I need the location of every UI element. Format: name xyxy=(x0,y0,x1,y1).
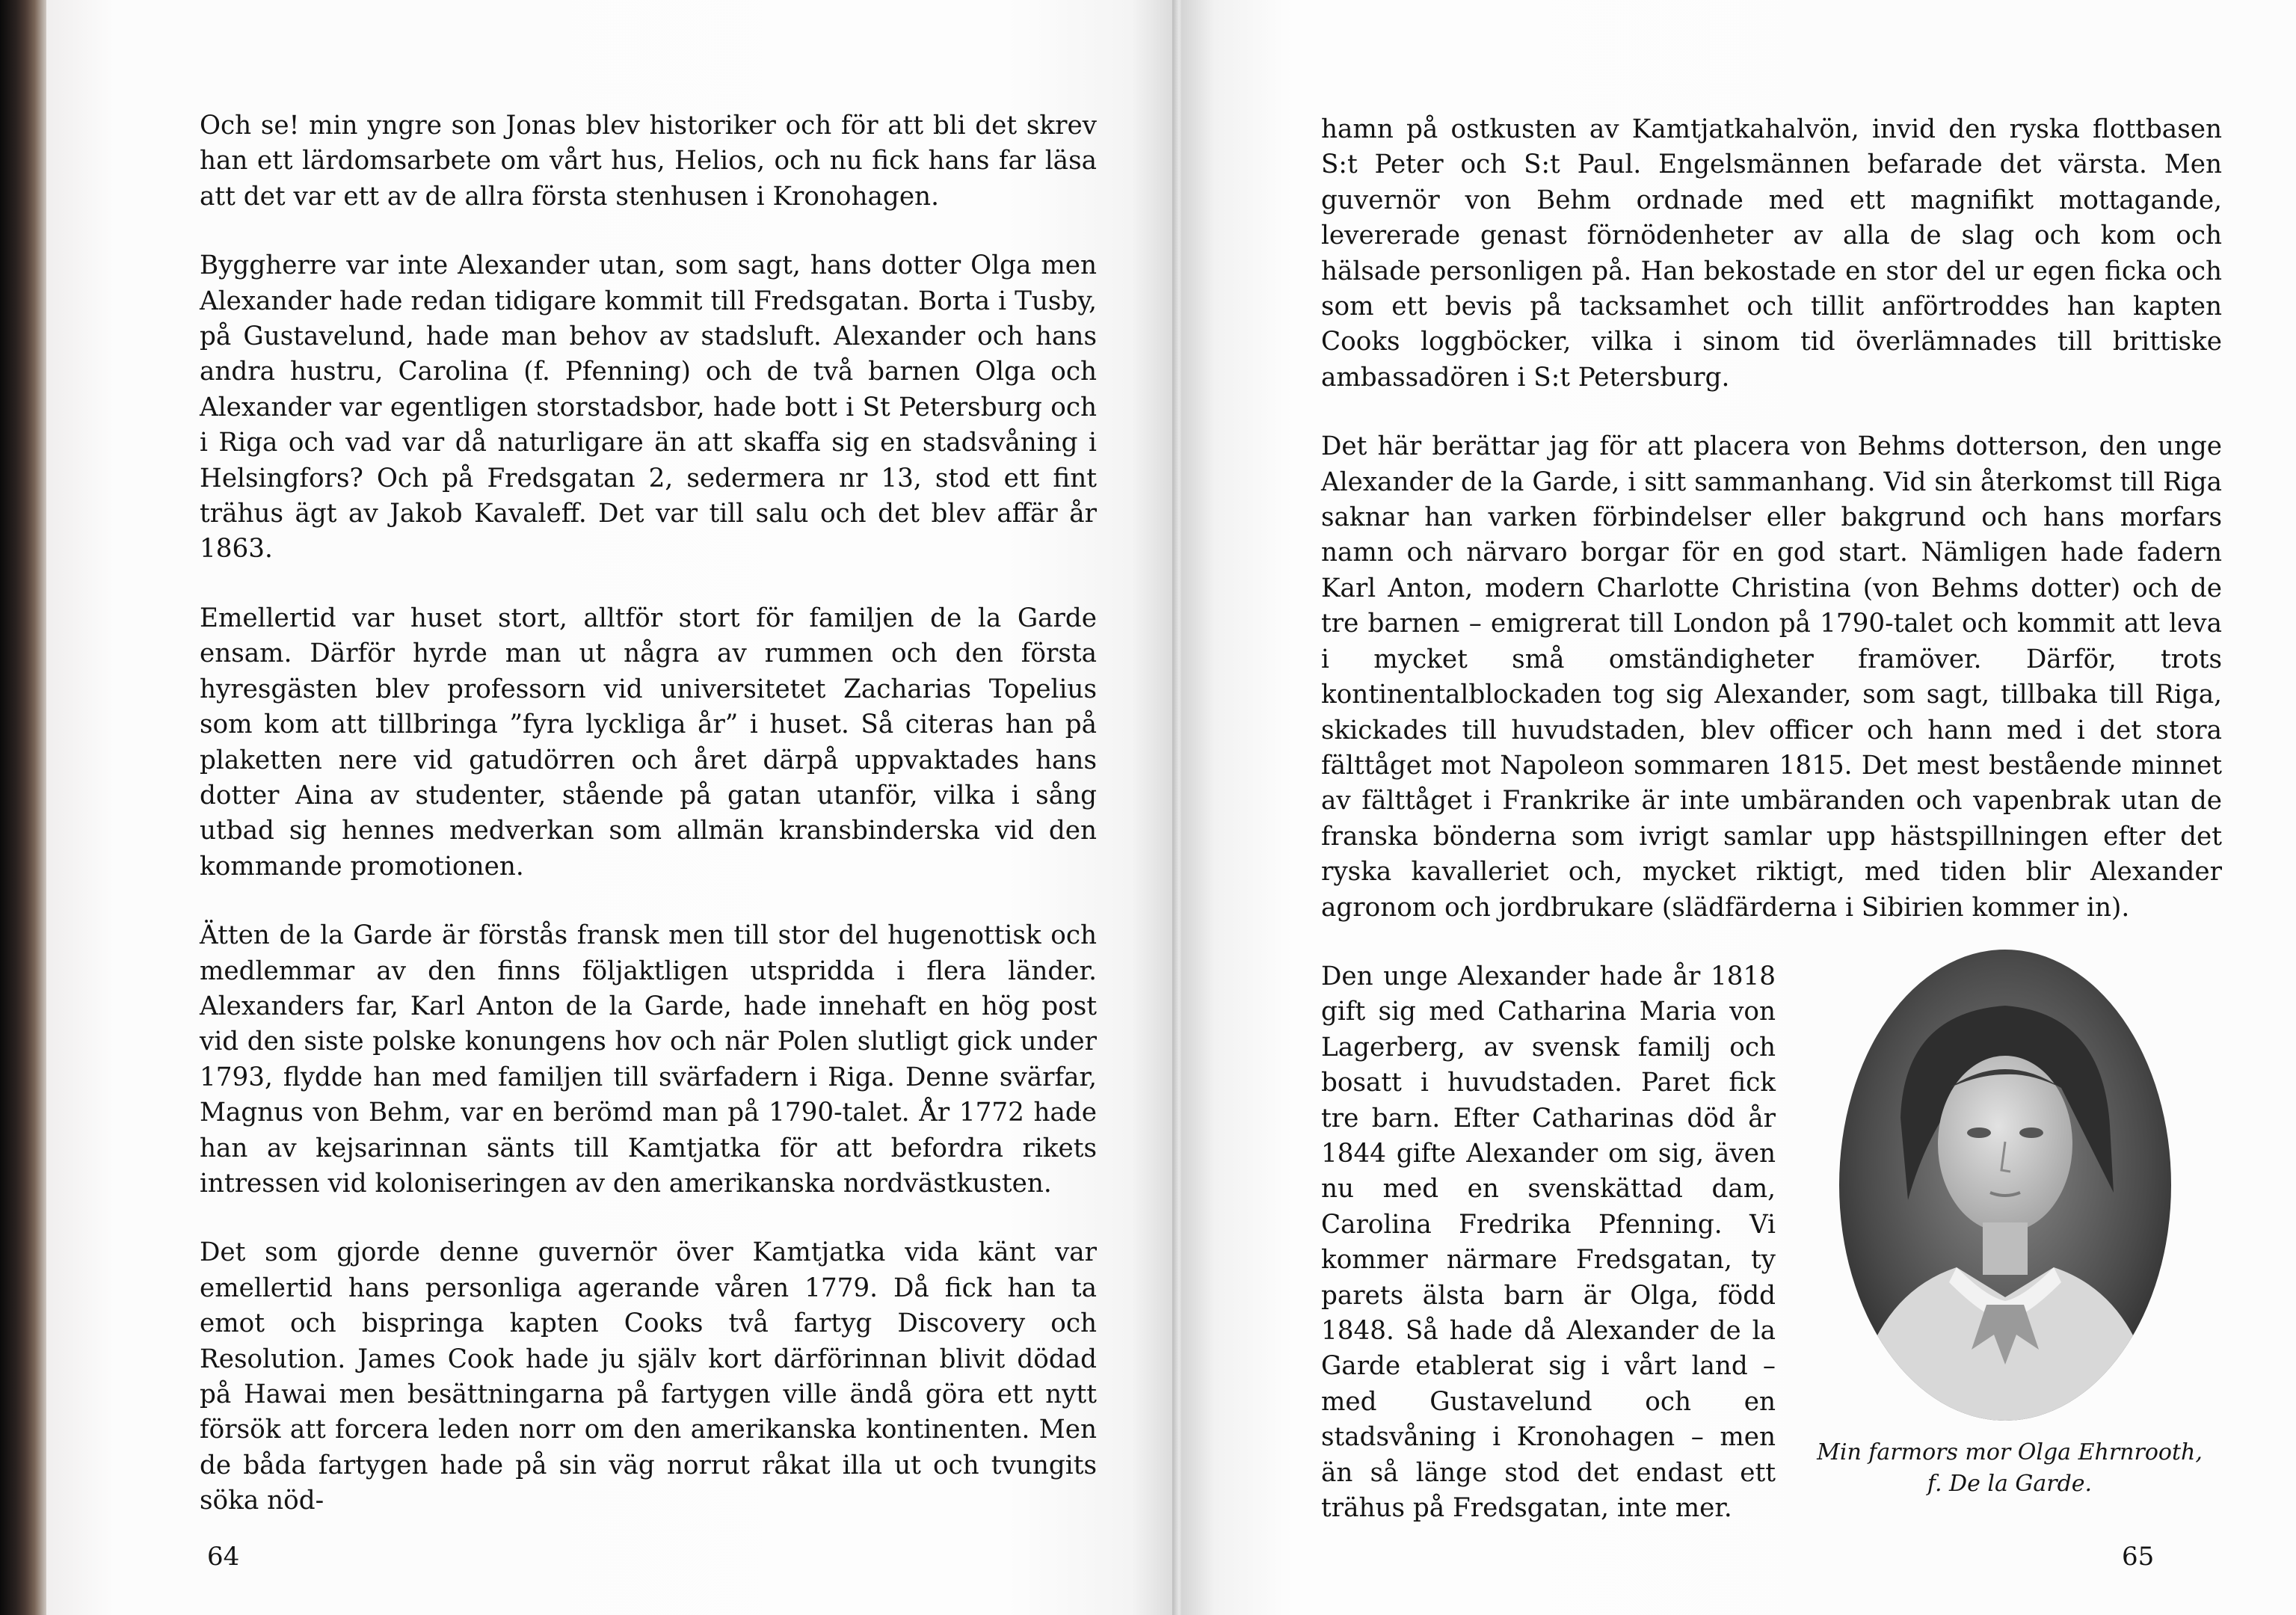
book-edge xyxy=(0,0,46,1615)
paragraph: Den unge Alexander hade år 1818 gift sig med Catharina Maria von Lagerberg, av svensk familj och bosatt i huvudstaden. Paret fick tre barn. Efter Catharinas död år 1844 gifte Alexander om sig, även nu med en svenskättad dam, Carolina Fredrika Pfenning. Vi kommer närmare Fredsgatan, ty parets älsta barn är Olga, född 1848. Så hade då Alexander de la Garde etablerat sig i vårt land – med Gustavelund och en stadsvåning i Kronohagen – men än så länge stod det endast ett trähus på Fredsgatan, inte mer. xyxy=(1321,962,1776,1524)
paragraph: Och se! min yngre son Jonas blev historiker och för att bli det skrev han ett lärdomsarbete om vårt hus, Helios, och nu fick hans far läsa att det var ett av de allra första stenhusen i Kronohagen. xyxy=(200,111,1097,212)
page-number: 64 xyxy=(207,1542,240,1572)
paragraph: Det här berättar jag för att placera von Behms dotterson, den unge Alexander de la Garde, i sitt sammanhang. Vid sin återkomst till Riga saknar han varken förbindelser eller bakgrund och hans morfars namn och närvaro borgar för en god start. Nämligen hade fadern Karl Anton, modern Charlotte Christina (von Behms dotter) och de tre barnen – emigrerat till London på 1790-talet och kommit att leva i mycket små omständigheter framöver. Därför, trots kontinentalblockaden tog sig Alexander, som sagt, tillbaka till Riga, skickades till huvudstaden, blev officer och hann med i det stora fälttåget mot Napoleon sommaren 1815. Det mest bestående minnet av fälttåget i Frankrike är inte umbäranden och vapenbrak utan de franska bönderna som ivrigt samlar upp hästspillningen efter det ryska kavalleriet och, mycket riktigt, med tiden blir Alexander agronom och jordbrukare (slädfärderna i Sibirien kommer in). xyxy=(1321,431,2222,923)
paragraph: Det som gjorde denne guvernör över Kamtjatka vida känt var emellertid hans personliga agerande våren 1779. Då fick han ta emot och bispringa kapten Cooks två fartyg Discovery och Resolution. James Cook hade ju själv kort därförinnan blivit dödad på Hawai men besättningarna på fartygen ville ändå göra ett nytt försök att forcera leden norr om den amerikanska kontinenten. Men de båda fartygen hade på sin väg norrut råkat illa ut och tvungits söka nöd- xyxy=(200,1237,1097,1516)
paragraph: Emellertid var huset stort, alltför stort för familjen de la Garde ensam. Därför hyrde man ut några av rummen och den första hyresgästen blev professorn vid universitetet Zacharias Topelius som kom att tillbringa ”fyra lyckliga år” i huset. Så citeras han på plaketten nere vid gatudörren och året därpå uppvaktades hans dotter Aina av studenter, stående på gatan utanför, vilka i sång utbad sig hennes medverkan som allmän kransbinderska vid den kommande promotionen. xyxy=(200,603,1097,882)
left-page-text xyxy=(200,108,1097,1553)
portrait-photo xyxy=(1837,946,2173,1424)
right-page-text xyxy=(1321,112,2222,959)
paragraph: hamn på ostkusten av Kamtjatkahalvön, invid den ryska flottbasen S:t Peter och S:t Paul. Engelsmännen befarade det värsta. Men guvernör von Behm ordnade med ett magnifikt mottagande, levererade genast förnödenheter av alla de slag och kom och hälsade personligen på. Han bekostade en stor del ur egen ficka och som ett bevis på tacksamhet och tillit anförtroddes han kapten Cooks loggböcker, vilka i sinom tid överlämnades till brittiske ambassadören i S:t Petersburg. xyxy=(1321,114,2222,393)
paragraph: Byggherre var inte Alexander utan, som sagt, hans dotter Olga men Alexander hade redan tidigare kommit till Fredsgatan. Borta i Tusby, på Gustavelund, hade man behov av stadsluft. Alexander och hans andra hustru, Carolina (f. Pfenning) och de två barnen Olga och Alexander var egentligen storstadsbor, hade bott i St Petersburg och i Riga och vad var då naturligare än att skaffa sig en stadsvåning i Helsingfors? Och på Fredsgatan 2, sedermera nr 13, stod ett fint trähus ägt av Jakob Kavaleff. Det var till salu och det blev affär år 1863. xyxy=(200,250,1097,565)
left-page xyxy=(46,0,1177,1615)
photo-caption: Min farmors mor Olga Ehrnrooth, f. De la Garde. xyxy=(1817,1439,2203,1497)
paragraph: Ätten de la Garde är förstås fransk men till stor del hugenottisk och medlemmar av den finns följaktligen utspridda i flera länder. Alexanders far, Karl Anton de la Garde, hade innehaft en hög post vid den siste polske konungens hov och när Polen slutligt gick under 1793, flydde han med familjen till svärfadern i Riga. Denne svärfar, Magnus von Behm, var en berömd man på 1790-talet. År 1772 hade han av kejsarinnan sänts till Kamtjatka för att befordra rikets intressen vid koloniseringen av den amerikanska nordvästkusten. xyxy=(200,920,1097,1199)
right-page-text-beside-photo xyxy=(1321,959,1776,1560)
right-page xyxy=(1181,0,2296,1615)
page-number: 65 xyxy=(2122,1542,2155,1572)
